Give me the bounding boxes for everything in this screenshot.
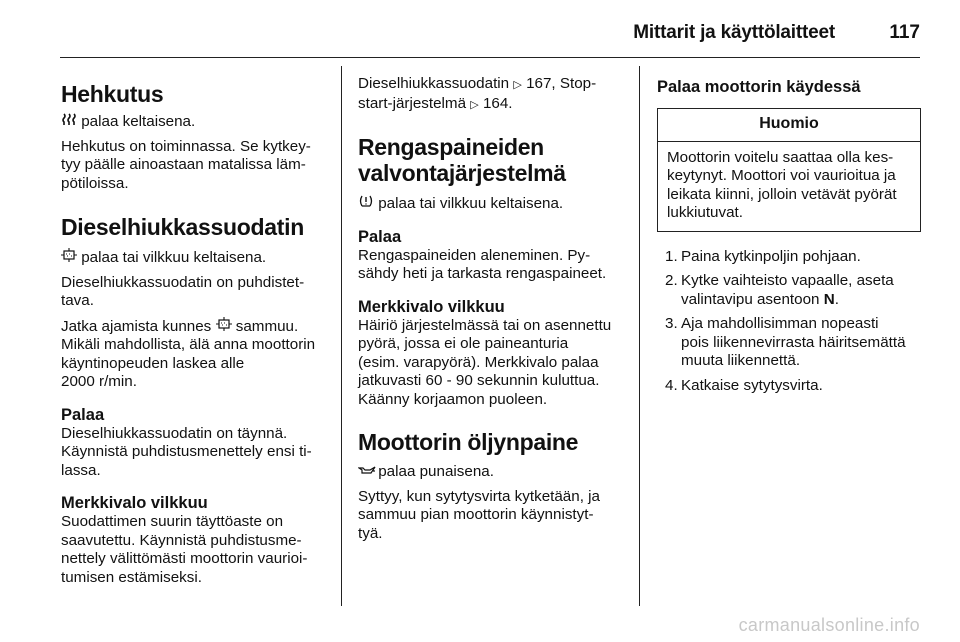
text-line: muuta liikennettä. bbox=[681, 352, 801, 369]
text-line: lukkiutuvat. bbox=[667, 204, 743, 221]
heading-line: valvontajärjestelmä bbox=[358, 160, 566, 186]
tire-pressure-icon bbox=[358, 194, 374, 214]
text-line: Käynnistä puhdistusmenettely ensi ti- bbox=[61, 443, 312, 460]
diesel-particle-filter-icon bbox=[216, 317, 232, 337]
glow-plug-icon bbox=[61, 113, 77, 132]
indicator-line bbox=[61, 248, 331, 268]
note-title: Huomio bbox=[658, 109, 920, 142]
section-heading-tpms bbox=[358, 134, 626, 186]
text-line: Syttyy, kun sytytysvirta kytketään, ja bbox=[358, 487, 600, 505]
text-line: Katkaise sytytysvirta. bbox=[681, 376, 823, 394]
text-line: pois liikennevirrasta häiritsemättä bbox=[681, 333, 906, 351]
text-line: tava. bbox=[61, 292, 94, 309]
text-line: Dieselhiukkassuodatin on puhdistet- bbox=[61, 273, 305, 291]
indicator-text: palaa punaisena. bbox=[378, 463, 494, 480]
text-line: 167, Stop- bbox=[526, 75, 597, 92]
indicator-text: palaa tai vilkkuu keltaisena. bbox=[81, 249, 267, 266]
text-line: pötiloissa. bbox=[61, 174, 129, 192]
header-title: Mittarit ja käyttölaitteet bbox=[633, 22, 835, 43]
section-heading-hehkutus: Hehkutus bbox=[61, 81, 164, 107]
text-line: Rengaspaineiden aleneminen. Py- bbox=[358, 246, 591, 264]
text-line: leikata kiinni, jolloin vetävät pyörät bbox=[667, 185, 897, 203]
text-line: (esim. varapyörä). Merkkivalo palaa bbox=[358, 353, 599, 371]
list-item bbox=[657, 377, 922, 396]
text-line: keytynyt. Moottori voi vaurioitua ja bbox=[667, 167, 896, 184]
step-number: 4. bbox=[665, 376, 678, 394]
text-line: . bbox=[834, 290, 839, 308]
step-number: 3. bbox=[665, 315, 678, 332]
subheading-palaa: Palaa bbox=[358, 227, 402, 246]
text-line: Jatka ajamista kunnes bbox=[61, 317, 212, 335]
column-2 bbox=[358, 72, 626, 543]
column-divider bbox=[341, 66, 342, 606]
subheading-merkkivalo-vilkkuu: Merkkivalo vilkkuu bbox=[358, 297, 505, 316]
text-line: tumisen estämiseksi. bbox=[61, 568, 202, 586]
column-3 bbox=[657, 72, 922, 395]
text-line: nettely välittömästi moottorin vaurioi- bbox=[61, 550, 308, 567]
watermark: carmanualsonline.info bbox=[738, 615, 920, 635]
page-reference-arrow-icon: ▷ bbox=[470, 98, 479, 111]
paragraph bbox=[61, 274, 331, 311]
text-line: sähdy heti ja tarkasta rengaspaineet. bbox=[358, 265, 607, 282]
text-line: Paina kytkinpoljin pohjaan. bbox=[681, 247, 861, 265]
indicator-text: palaa keltaisena. bbox=[81, 113, 196, 130]
paragraph bbox=[61, 138, 331, 194]
column-1 bbox=[61, 72, 331, 587]
indicator-line bbox=[358, 463, 626, 482]
header-rule bbox=[60, 57, 920, 58]
text-line: Kytke vaihteisto vapaalle, aseta bbox=[681, 272, 894, 289]
text-line: lassa. bbox=[61, 461, 101, 479]
column-divider bbox=[639, 66, 640, 606]
paragraph bbox=[358, 247, 626, 284]
text-line: sammuu. bbox=[235, 317, 299, 335]
text-line: Moottorin voitelu saattaa olla kes- bbox=[667, 148, 894, 166]
indicator-line bbox=[61, 113, 331, 132]
section-heading-dpf: Dieselhiukkassuodatin bbox=[61, 214, 304, 240]
text-line: tyy päälle ainoastaan matalissa läm- bbox=[61, 156, 306, 173]
note-box bbox=[657, 108, 921, 232]
paragraph bbox=[61, 513, 331, 587]
text-line: Mikäli mahdollista, älä anna moottorin bbox=[61, 336, 316, 353]
list-item bbox=[657, 248, 922, 267]
paragraph bbox=[61, 425, 331, 481]
paragraph bbox=[358, 75, 626, 114]
text-line: sammuu pian moottorin käynnistyt- bbox=[358, 506, 594, 523]
step-number: 1. bbox=[665, 247, 678, 265]
text-line: 2000 r/min. bbox=[61, 373, 137, 390]
text-line: Dieselhiukkassuodatin on täynnä. bbox=[61, 424, 288, 442]
text-line: Aja mahdollisimman nopeasti bbox=[681, 315, 879, 332]
page-number: 117 bbox=[889, 22, 920, 43]
text-line: Hehkutus on toiminnassa. Se kytkey- bbox=[61, 137, 311, 155]
text-line: saavutettu. Käynnistä puhdistusme- bbox=[61, 531, 302, 549]
list-item bbox=[657, 272, 922, 309]
diesel-particle-filter-icon bbox=[61, 248, 77, 268]
note-body bbox=[658, 142, 920, 231]
subheading-engine-running: Palaa moottorin käydessä bbox=[657, 78, 861, 96]
step-number: 2. bbox=[665, 272, 678, 289]
steps-list bbox=[657, 248, 922, 396]
oil-can-icon bbox=[358, 463, 374, 482]
text-line: Suodattimen suurin täyttöaste on bbox=[61, 513, 284, 530]
paragraph bbox=[358, 488, 626, 544]
text-line: start-järjestelmä bbox=[358, 94, 467, 112]
paragraph bbox=[358, 317, 626, 410]
text-line: käyntinopeuden laskea alle bbox=[61, 354, 245, 372]
text-line: pyörä, jossa ei ole paineanturia bbox=[358, 335, 569, 352]
text-line: jatkuvasti 60 - 90 sekunnin kuluttua. bbox=[358, 372, 600, 389]
indicator-text: palaa tai vilkkuu keltaisena. bbox=[378, 195, 564, 212]
page-reference-arrow-icon: ▷ bbox=[513, 79, 522, 91]
list-item bbox=[657, 315, 922, 371]
subheading-merkkivalo-vilkkuu: Merkkivalo vilkkuu bbox=[61, 494, 208, 512]
text-line: Häiriö järjestelmässä tai on asennettu bbox=[358, 316, 612, 334]
text-line: tyä. bbox=[358, 524, 383, 542]
text-line: Käänny korjaamon puoleen. bbox=[358, 390, 548, 408]
indicator-line bbox=[358, 194, 626, 214]
text-line: 164. bbox=[482, 94, 513, 112]
subheading-palaa: Palaa bbox=[61, 405, 105, 424]
section-heading-oil-pressure: Moottorin öljynpaine bbox=[358, 429, 579, 455]
text-line: valintavipu asentoon bbox=[681, 290, 820, 308]
gear-position-label: N bbox=[823, 290, 835, 308]
text-line: Dieselhiukkassuodatin bbox=[358, 75, 510, 92]
heading-line: Rengaspaineiden bbox=[358, 134, 544, 160]
paragraph bbox=[61, 317, 331, 392]
